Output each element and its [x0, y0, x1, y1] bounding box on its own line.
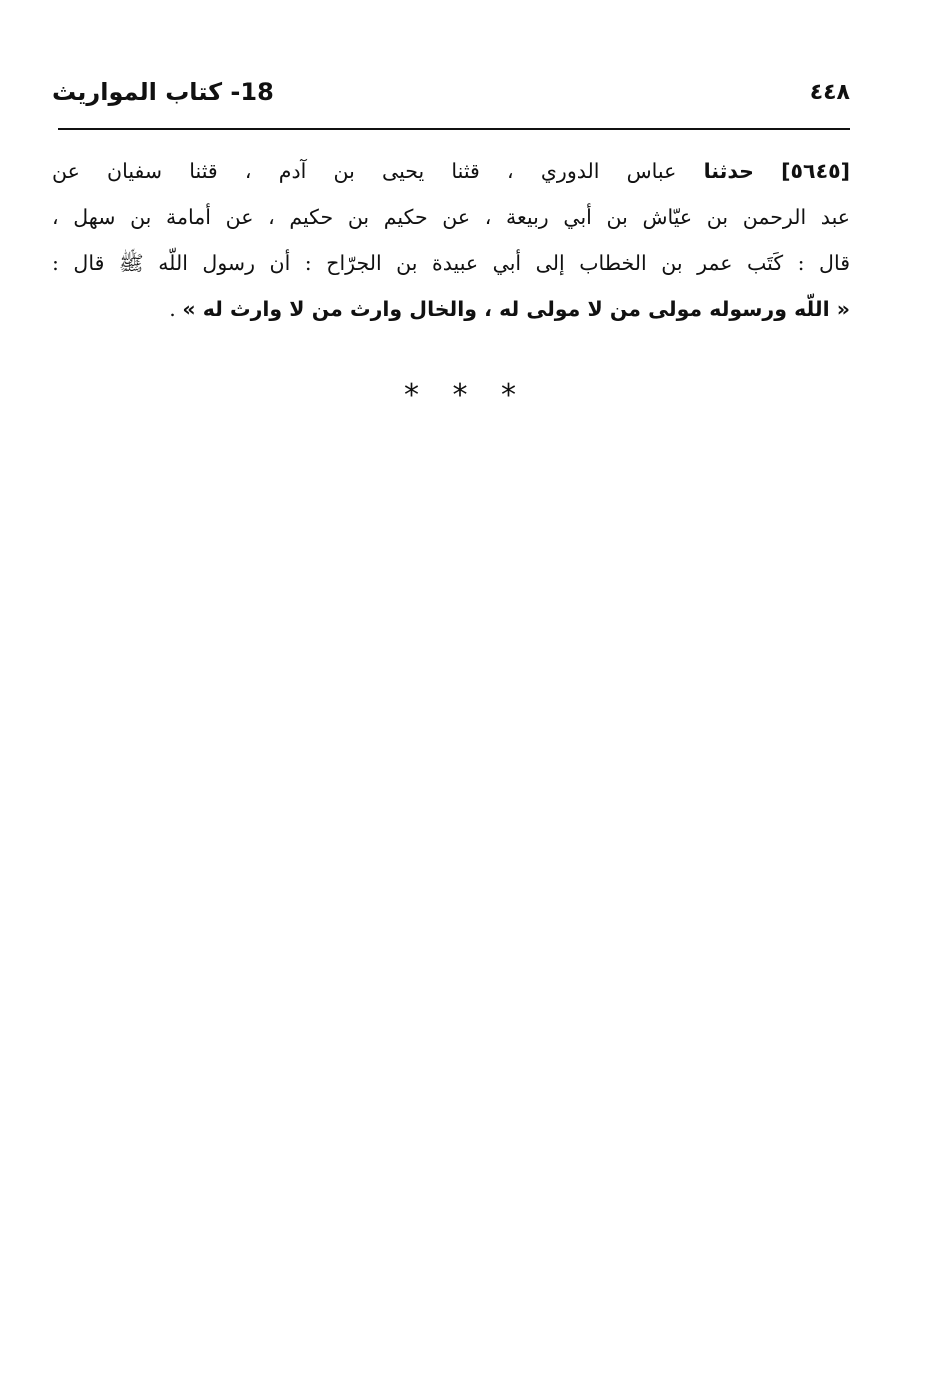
hadith-quote: « اللّه ورسوله مولى من لا مولى له ، والخال وارث من لا وارث له » [182, 297, 850, 321]
chain-of-narration: عباس الدوري ، قثنا يحيى بن آدم ، قثنا سفيان عن [52, 159, 677, 183]
text-line-2: عبد الرحمن بن عيّاش بن أبي ربيعة ، عن حكيم بن حكيم ، عن أمامة بن سهل ، [52, 205, 850, 229]
hadith-number: [٥٦٤٥] [781, 159, 850, 183]
header-rule [58, 128, 850, 130]
text-line-4 [52, 286, 850, 332]
page-number: ٤٤٨ [809, 80, 850, 105]
running-head [52, 78, 850, 118]
chapter-title: 18- كتاب المواريث [52, 78, 274, 106]
text-line-1 [52, 148, 850, 194]
opening-word: حدثنا [703, 159, 754, 183]
text-line-3: قال : كَتَب عمر بن الخطاب إلى أبي عبيدة بن الجرّاح : أن رسول اللّه ﷺ قال : [52, 251, 850, 275]
closing-period: . [169, 297, 183, 321]
section-separator: * * * [403, 378, 529, 413]
hadith-text [52, 148, 850, 332]
